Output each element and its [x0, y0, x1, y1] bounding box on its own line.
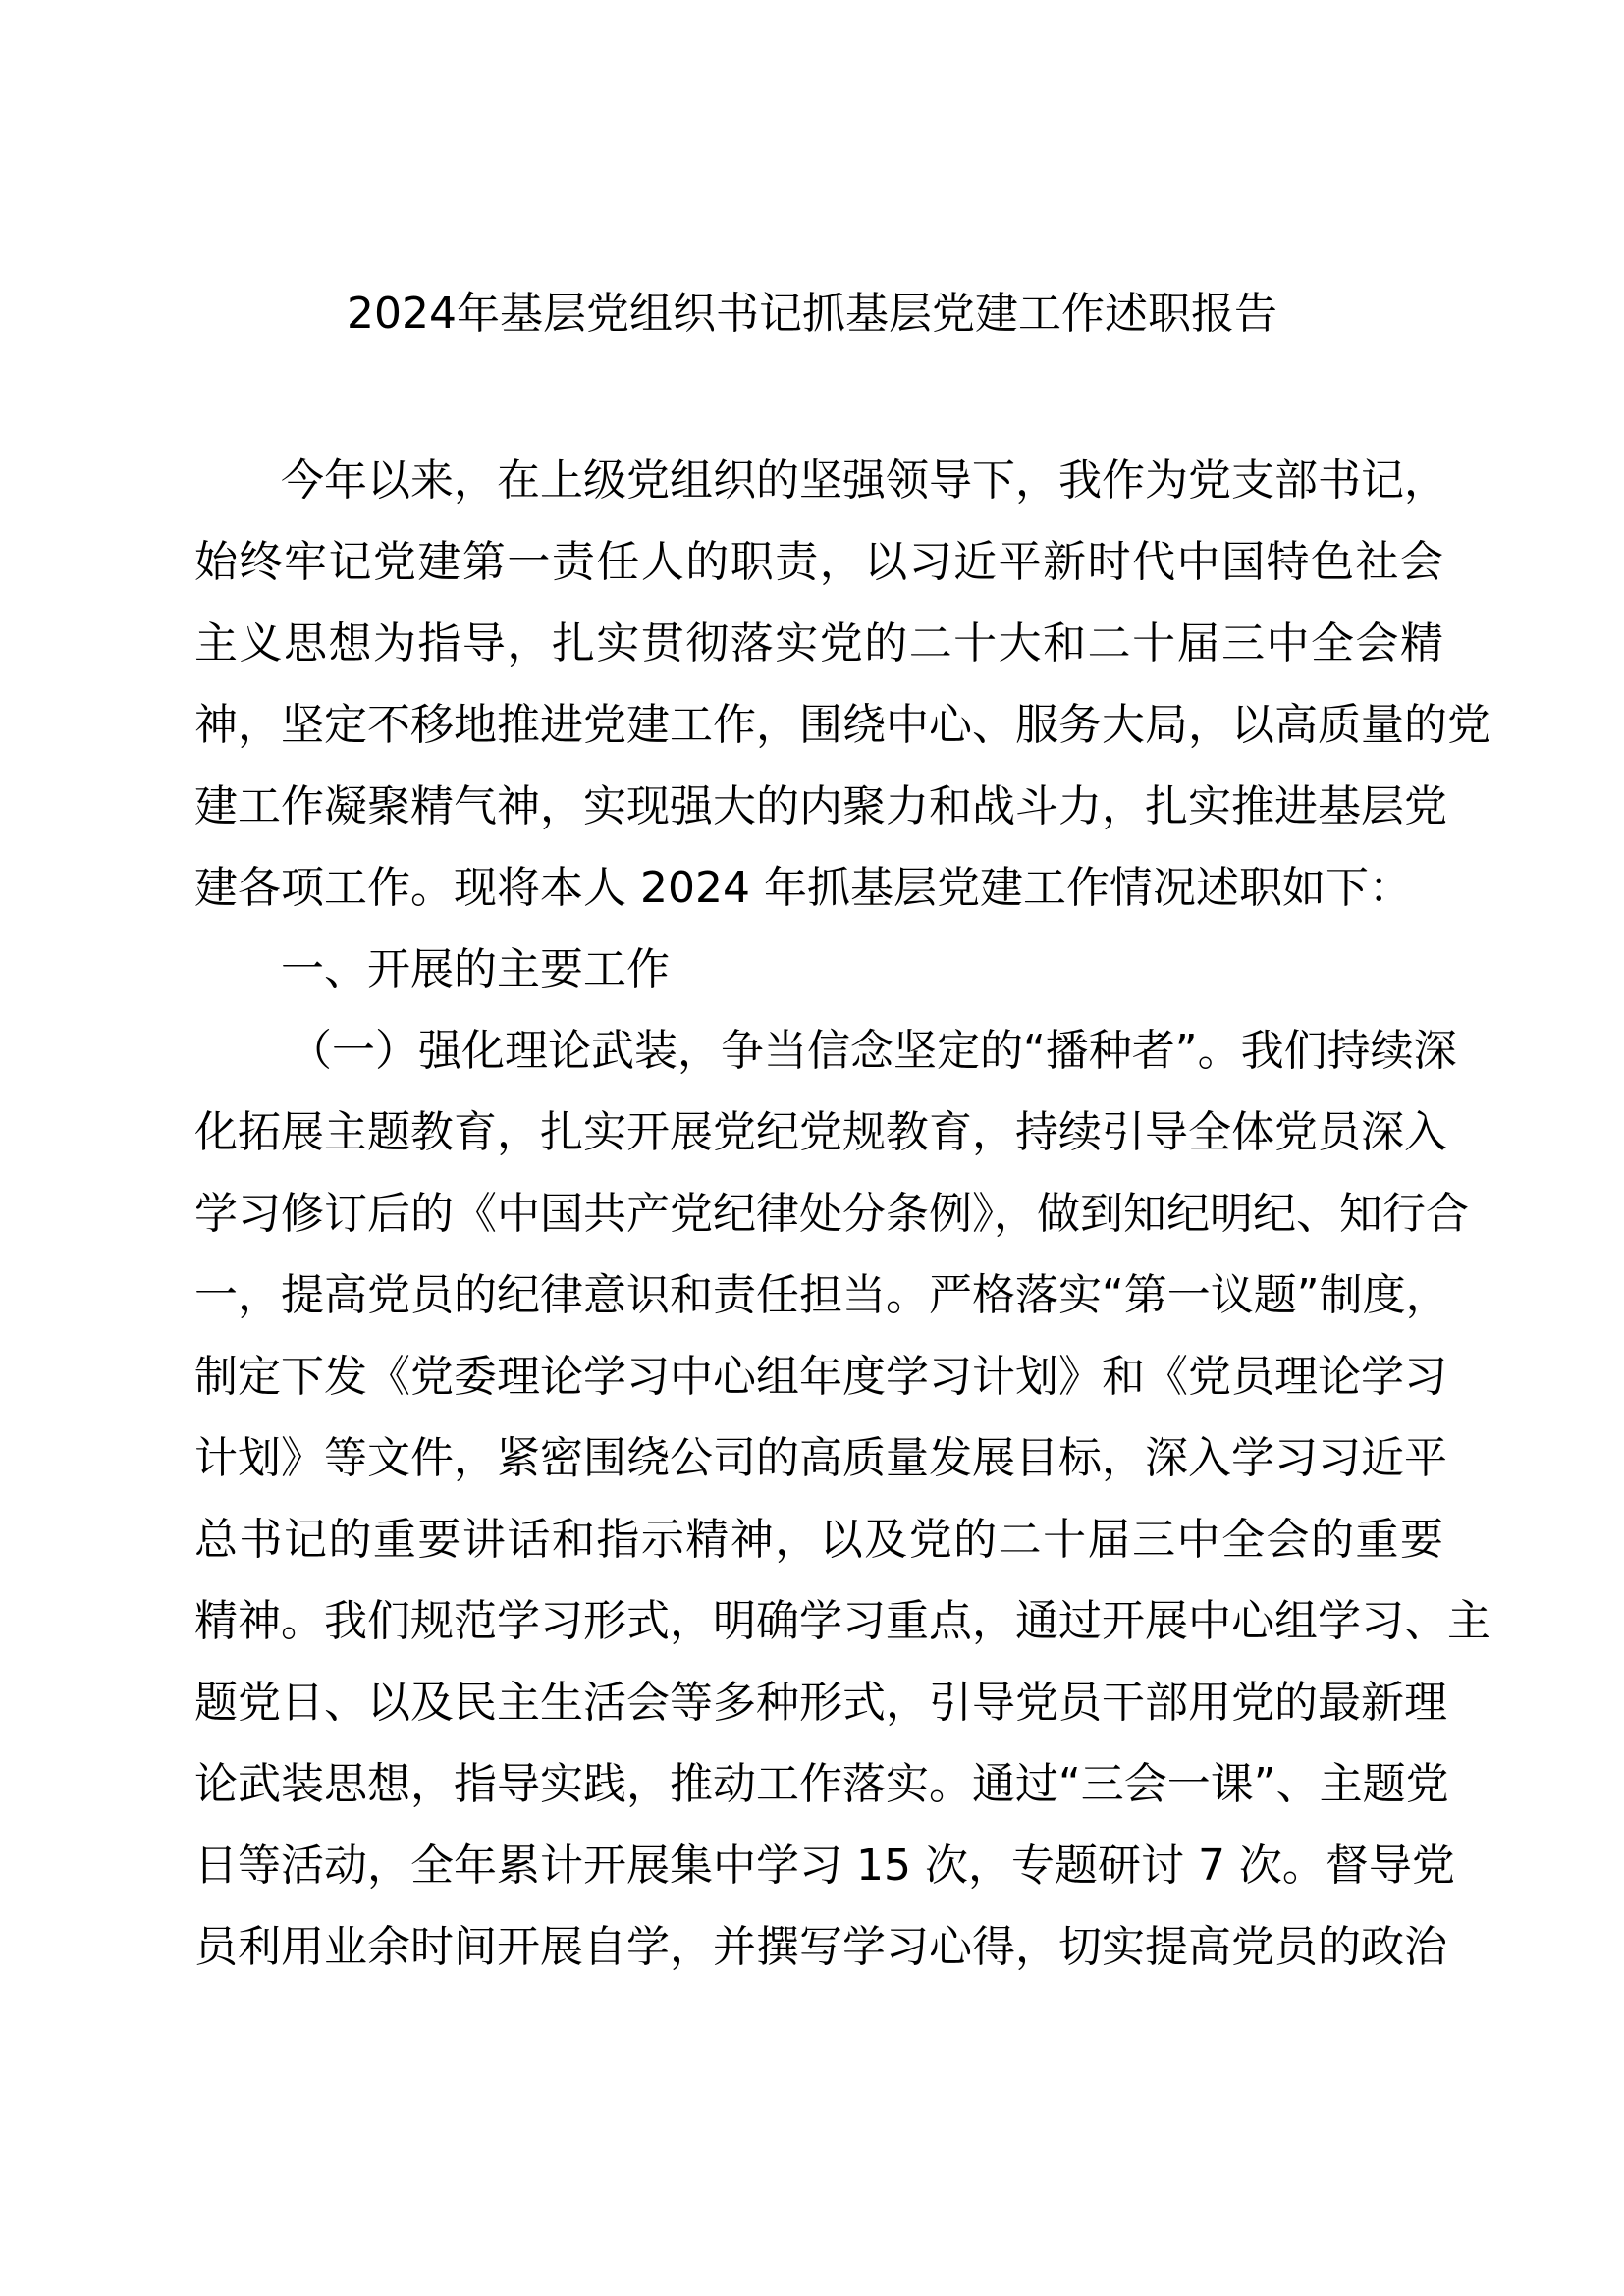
text-line: 化拓展主题教育，扎实开展党纪党规教育，持续引导全体党员深入: [194, 1107, 1447, 1157]
text-line: 精神。我们规范学习形式，明确学习重点，通过开展中心组学习、主: [194, 1596, 1490, 1646]
text-line: 学习修订后的《中国共产党纪律处分条例》，做到知纪明纪、知行合: [194, 1189, 1469, 1239]
text-line: 制定下发《党委理论学习中心组年度学习计划》和《党员理论学习: [194, 1352, 1447, 1402]
text-line: 建工作凝聚精气神，实现强大的内聚力和战斗力，扎实推进基层党: [194, 781, 1447, 831]
text-line: 总书记的重要讲话和指示精神，以及党的二十届三中全会的重要: [194, 1515, 1443, 1565]
text-line: 建各项工作。现将本人 2024 年抓基层党建工作情况述职如下：: [194, 863, 1412, 913]
document-title: 2024年基层党组织书记抓基层党建工作述职报告: [347, 289, 1277, 339]
text-line: 员利用业余时间开展自学，并撰写学习心得，切实提高党员的政治: [194, 1922, 1447, 1972]
text-line: （一）强化理论武装，争当信念坚定的“播种者”。我们持续深: [289, 1026, 1457, 1076]
text-line: 日等活动，全年累计开展集中学习 15 次，专题研讨 7 次。督导党: [194, 1841, 1455, 1891]
text-line: 神，坚定不移地推进党建工作，围绕中心、服务大局，以高质量的党: [194, 700, 1490, 750]
text-line: 今年以来，在上级党组织的坚强领导下，我作为党支部书记，: [281, 455, 1447, 506]
text-line: 论武装思想，指导实践，推动工作落实。通过“三会一课”、主题党: [194, 1759, 1449, 1809]
section-heading: 一、开展的主要工作: [281, 944, 670, 994]
text-line: 题党日、以及民主生活会等多种形式，引导党员干部用党的最新理: [194, 1678, 1447, 1728]
paragraph-theory: [194, 1010, 1490, 1988]
text-line: 一，提高党员的纪律意识和责任担当。严格落实“第一议题”制度，: [194, 1270, 1449, 1320]
paragraph-intro: [194, 440, 1490, 929]
text-line: 始终牢记党建第一责任人的职责，以习近平新时代中国特色社会: [194, 537, 1443, 587]
document-body: [194, 440, 1490, 1988]
text-line: 计划》等文件，紧密围绕公司的高质量发展目标，深入学习习近平: [194, 1433, 1447, 1483]
text-line: 主义思想为指导，扎实贯彻落实党的二十大和二十届三中全会精: [194, 618, 1443, 668]
